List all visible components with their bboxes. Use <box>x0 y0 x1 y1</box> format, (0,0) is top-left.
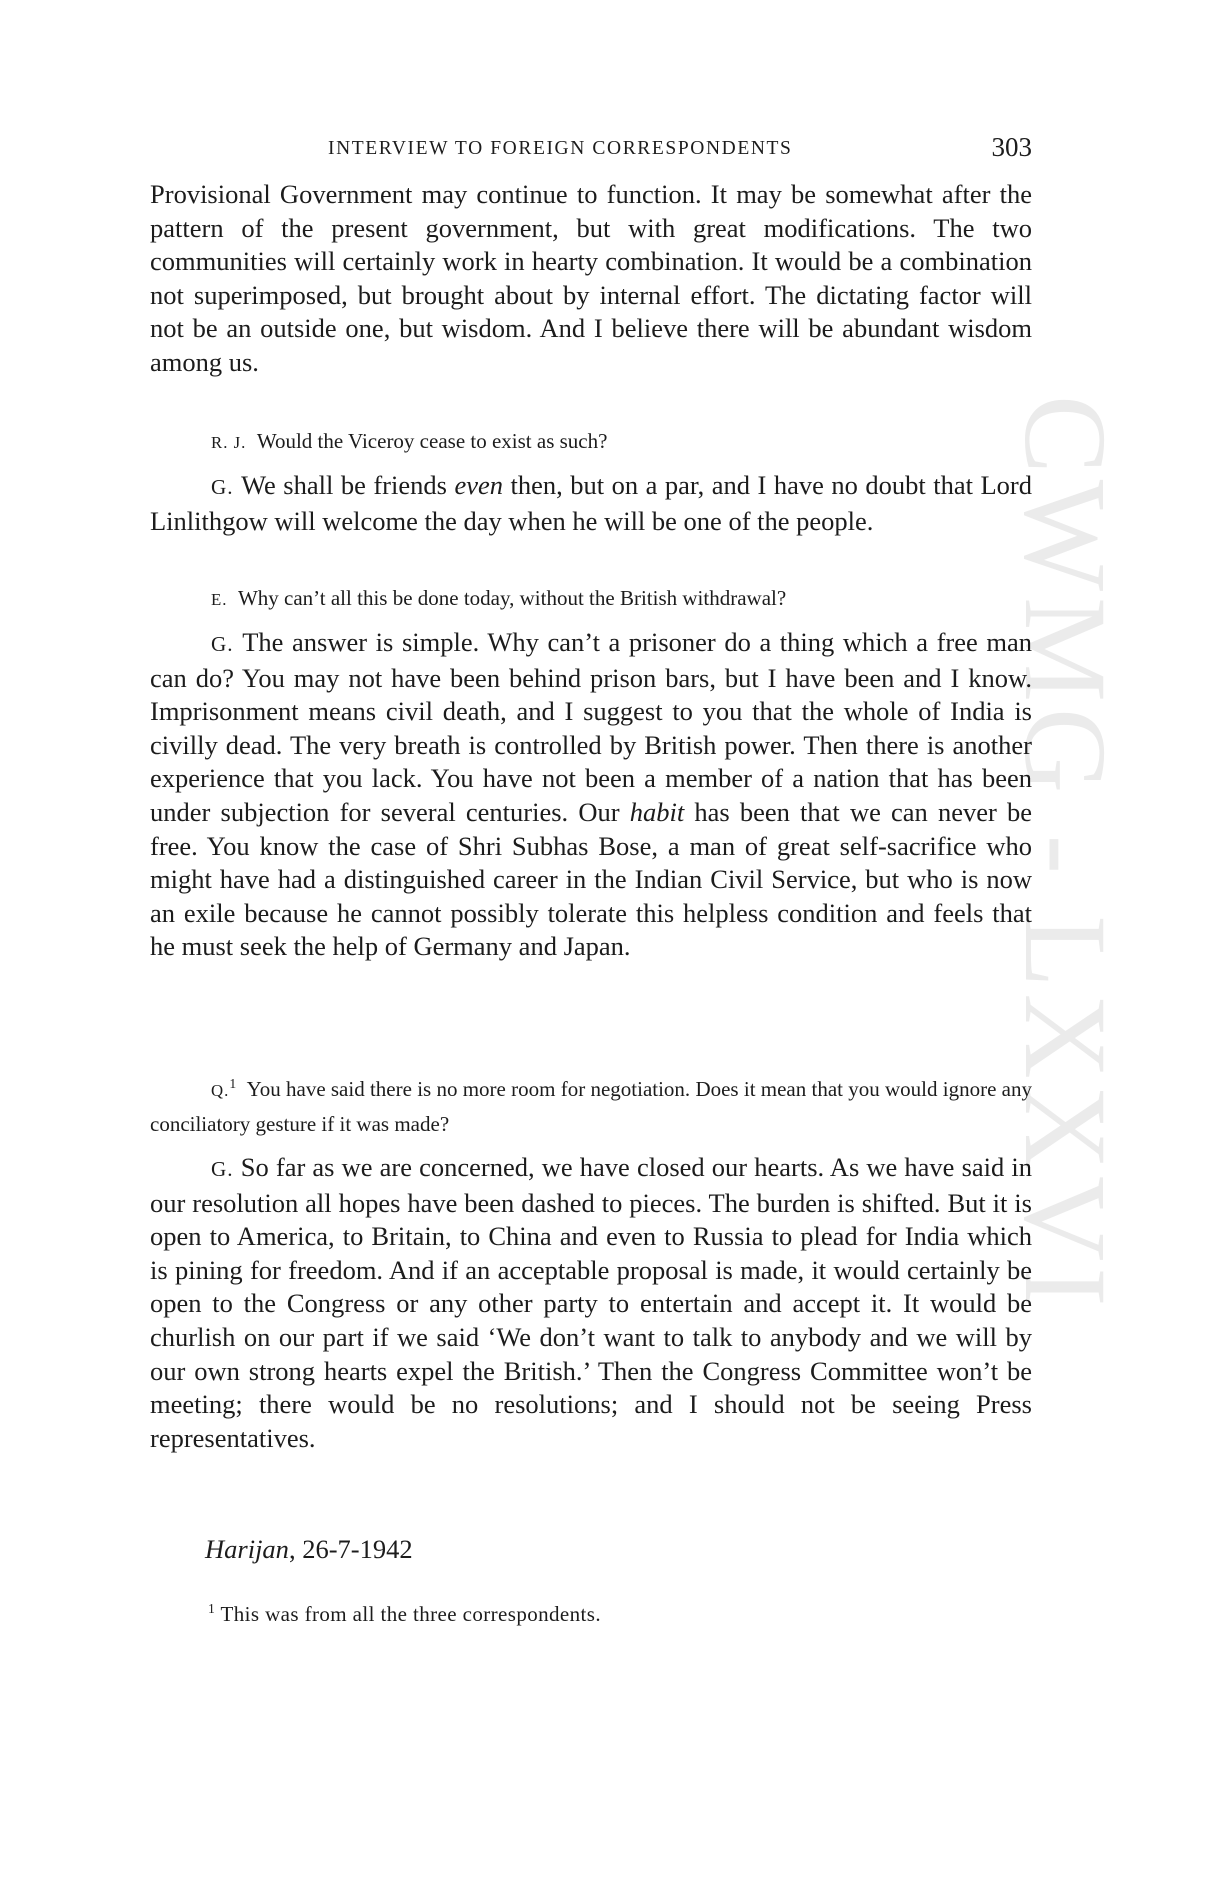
answer-2: G. The answer is simple. Why can’t a prisoner do a thing which a free man can do? You may not have been behind prison bars, but I have been and I know. Imprisonment means civil death, and I suggest to you that the whole of India is civilly dead. The very breath is controlled by British power. Then there is another experience that you lack. You have not been a member of a nation that has been under subjection for several centuries. Our habit has been that we can never be free. You know the case of Shri Subhas Bose, a man of great self-sacrifice who might have had a distinguished career in the Indian Civil Service, but who is now an exile because he cannot possibly tolerate this helpless condition and feels that he must seek the help of Germany and Japan. <box>150 627 1033 962</box>
answer-3-text: So far as we are concerned, we have closed our hearts. As we have said in our resolution all hopes have been dashed to pieces. The burden is shifted. But it is open to America, to Britain, to China and even to Russia to plead for India which is pining for freedom. And if an acceptable proposal is made, it would certainly be open to the Congress or any other party to entertain and accept it. It would be churlish on our part if we said ‘We don’t want to talk to anybody and we will by our own strong hearts expel the British.’ Then the Congress Committee won’t be meeting; there would be no resolutions; and I should not be seeing Press representatives. <box>150 1152 1033 1453</box>
emphasis: habit <box>629 796 685 827</box>
question-3 <box>150 1073 1032 1141</box>
page-number: 303 <box>991 132 1032 162</box>
speaker-label: G. <box>211 475 234 499</box>
footnote-text: This was from all the three correspondents. <box>215 1602 602 1626</box>
speaker-label: R. J. <box>211 433 247 452</box>
footnote <box>208 1602 601 1627</box>
source-date: , 26-7-1942 <box>288 1534 413 1564</box>
answer-3 <box>150 1151 1032 1455</box>
watermark-text: CWMG - LXXVI <box>1000 395 1131 1313</box>
paragraph-1 <box>150 178 1032 380</box>
speaker-label: Q. <box>211 1081 230 1100</box>
speaker-label: G. <box>211 632 234 656</box>
speaker-label: G. <box>211 1157 234 1181</box>
running-title: INTERVIEW TO FOREIGN CORRESPONDENTS <box>328 138 793 159</box>
question-2-text: Why can’t all this be done today, without the British withdrawal? <box>237 586 787 610</box>
footnote-reference: 1 <box>229 1076 237 1091</box>
question-3-text: You have said there is no more room for negotiation. Does it mean that you would ignore any conciliatory gesture if it was made? <box>150 1077 1032 1136</box>
paragraph-1-text: Provisional Government may continue to function. It may be somewhat after the pattern of the present government, but with great modifications. The two communities will certainly work in hearty combination. It would be a combination not superimposed, but brought about by internal effort. The dictating factor will not be an outside one, but wisdom. And I believe there will be abundant wisdom among us. <box>150 179 1032 377</box>
speaker-label: E. <box>211 590 228 609</box>
source-citation <box>205 1534 413 1565</box>
question-1-text: Would the Viceroy cease to exist as such? <box>256 429 608 453</box>
source-title: Harijan <box>205 1534 289 1564</box>
question-1 <box>150 425 1032 460</box>
answer-1: G. We shall be friends even then, but on a par, and I have no doubt that Lord Linlithgow will welcome the day when he will be one of the people. <box>150 470 1033 536</box>
question-2 <box>150 582 1032 617</box>
running-header <box>150 132 1032 168</box>
footnote-mark: 1 <box>208 1601 216 1616</box>
emphasis: even <box>454 470 503 500</box>
